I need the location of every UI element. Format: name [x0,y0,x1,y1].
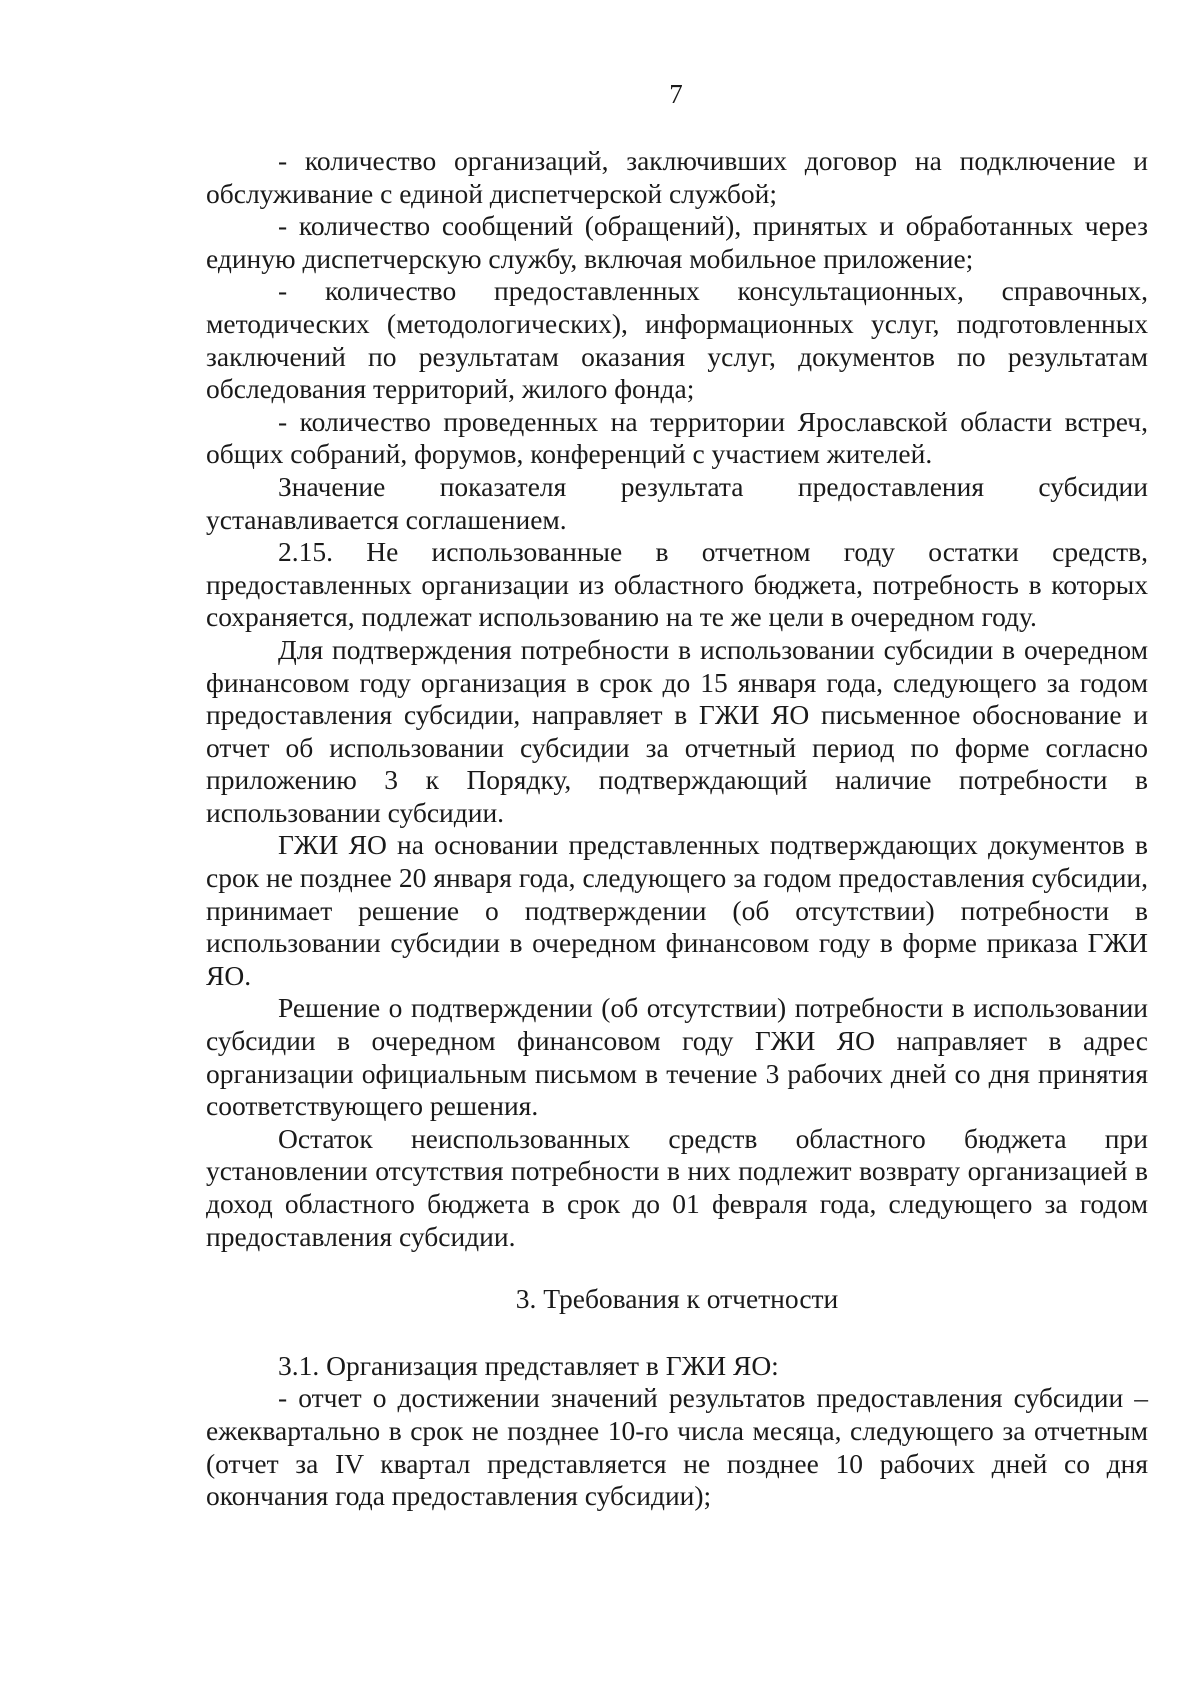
document-body [206,145,1148,1513]
paragraph: 2.15. Не использованные в отчетном году остатки средств, предоставленных организации из областного бюджета, потребность в которых сохраняется, подлежат использованию на те же цели в очередном году. [206,536,1148,633]
paragraph: - количество организаций, заключивших договор на подключение и обслуживание с единой диспетчерской службой; [206,145,1148,209]
paragraph: - количество предоставленных консультационных, справочных, методических (методологических), информационных услуг, подготовленных заключений по результатам оказания услуг, документов по результатам обследования территорий, жилого фонда; [206,275,1148,405]
paragraph: - отчет о достижении значений результатов предоставления субсидии – ежеквартально в срок не позднее 10-го числа месяца, следующего за отчетным (отчет за IV квартал представляется не позднее 10 рабочих дней со дня окончания года предоставления субсидии); [206,1382,1148,1512]
paragraph: Решение о подтверждении (об отсутствии) потребности в использовании субсидии в очередном финансовом году ГЖИ ЯО направляет в адрес организации официальным письмом в течение 3 рабочих дней со дня принятия соответствующего решения. [206,992,1148,1122]
paragraph: - количество сообщений (обращений), принятых и обработанных через единую диспетчерскую службу, включая мобильное приложение; [206,210,1148,274]
paragraph: - количество проведенных на территории Ярославской области встреч, общих собраний, форумов, конференций с участием жителей. [206,405,1148,470]
paragraph: Значение показателя результата предоставления субсидии устанавливается соглашением. [206,470,1148,535]
section-heading: 3. Требования к отчетности [515,1283,839,1315]
page-number: 7 [669,79,683,109]
paragraph: Для подтверждения потребности в использовании субсидии в очередном финансовом году организация в срок до 15 января года, следующего за годом предоставления субсидии, направляет в ГЖИ ЯО письменное обоснование и отчет об использовании субсидии за отчетный период по форме согласно приложению 3 к Порядку, подтверждающий наличие потребности в использовании субсидии. [206,633,1148,828]
paragraph: Остаток неиспользованных средств областного бюджета при установлении отсутствия потребности в них подлежит возврату организацией в доход областного бюджета в срок до 01 февраля года, следующего за годом предоставления субсидии. [206,1122,1148,1252]
paragraph: ГЖИ ЯО на основании представленных подтверждающих документов в срок не позднее 20 января года, следующего за годом предоставления субсидии, принимает решение о подтверждении (об отсутствии) потребности в использовании субсидии в очередном финансовом году в форме приказа ГЖИ ЯО. [206,829,1148,991]
paragraph: 3.1. Организация представляет в ГЖИ ЯО: [278,1349,779,1381]
